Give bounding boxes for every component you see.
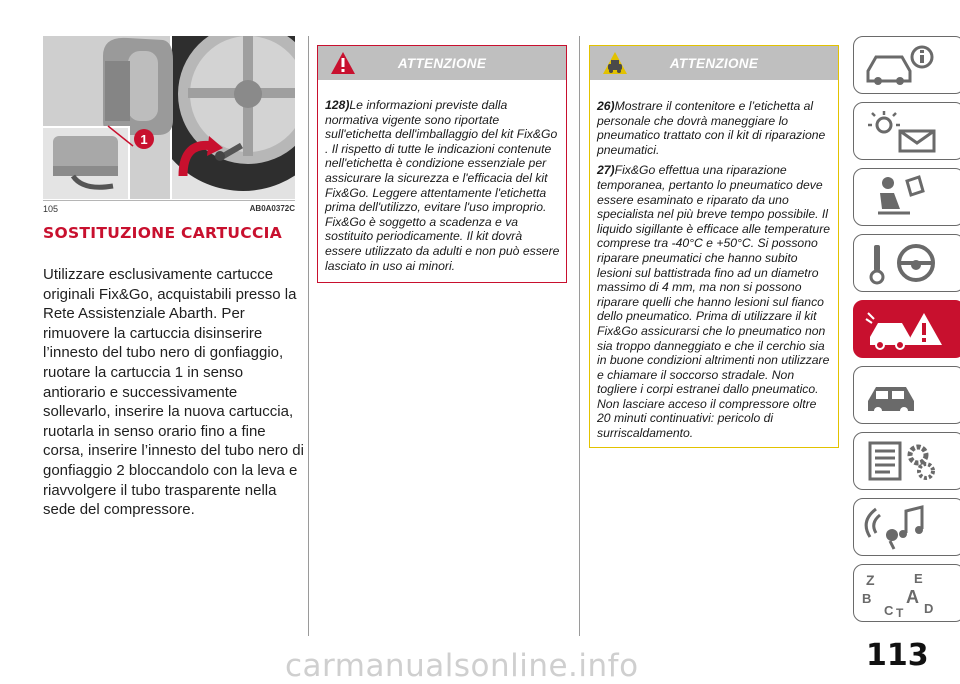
tab-safety[interactable]	[853, 168, 960, 226]
emergency-icon	[862, 305, 952, 353]
car-info-icon	[862, 41, 952, 89]
warning-box-danger	[317, 45, 567, 283]
note-text: Mostrare il contenitore e l’etichetta al personale che dovrà maneggiare lo pneumatico trattato con il kit di riparazione pneumatici.	[597, 99, 826, 157]
figure-tire-repair-kit	[43, 36, 295, 199]
tab-car-info[interactable]	[853, 36, 960, 94]
tab-index[interactable]	[853, 564, 960, 622]
warning-box-environment	[589, 45, 839, 448]
warning-lights-icon	[862, 107, 952, 155]
note-number: 26)	[597, 99, 615, 113]
svg-text:D: D	[924, 601, 934, 616]
svg-text:T: T	[896, 606, 904, 617]
specs-gear-icon	[862, 437, 952, 485]
svg-text:E: E	[914, 571, 923, 586]
svg-text:C: C	[884, 603, 894, 617]
safety-seat-icon	[862, 173, 952, 221]
multimedia-icon	[862, 503, 952, 551]
tab-driving[interactable]	[853, 234, 960, 292]
steering-key-icon	[862, 239, 952, 287]
figure-number: 105	[43, 204, 59, 214]
warning-title: ATTENZIONE	[397, 56, 487, 71]
column-divider-2	[579, 36, 580, 636]
note-text: Le informazioni previste dalla normativa vigente sono riportate sull'etichetta dell'imballaggio del kit Fix&Go . Il rispetto di tutte le indicazioni contenute nell'etichetta è condizione essenziale per assicurare la sicurezza e l'efficacia del kit Fix&Go. Leggere attentamente l'etichetta prima dell'utilizzo, evitare l'uso improprio. Fix&Go è soggetto a scadenza e va sostituito periodicamente. Il kit dovrà essere utilizzato da adulti e non può essere lasciato in uso ai minori.	[325, 98, 560, 273]
svg-text:A: A	[906, 587, 919, 607]
watermark: carmanualsonline.info	[285, 648, 639, 684]
figure-caption	[43, 200, 295, 214]
note-number: 128)	[325, 98, 350, 112]
warning-text	[325, 98, 560, 279]
note-text: Fix&Go effettua una riparazione temporanea, pertanto lo pneumatico deve essere esaminato e riparato da uno specialista nel più breve tempo possibile. Il liquido sigillante è efficace alle temperature comprese tra -40°C e +50°C. Si possono riparare pneumatici che hanno subito lesioni sul battistrada fino ad un diametro massimo di 4 mm, ma non si possono riparare quelli che hanno lesioni sul fianco dello pneumatico. Prima di utilizzare il kit Fix&Go assicurarsi che lo pneumatico non sia troppo danneggiato e che il cerchio sia in buone condizioni altrimenti non utilizzare e chiamare il soccorso stradale. Non togliere i corpi estranei dallo pneumatico. Non lasciare acceso il compressore oltre 20 minuti continuativi: pericolo di surriscaldamento.	[597, 163, 831, 441]
svg-text:B: B	[862, 591, 872, 606]
warning-text	[597, 99, 832, 447]
tab-emergency[interactable]	[853, 300, 960, 358]
section-title: SOSTITUZIONE CARTUCCIA	[43, 224, 283, 242]
tab-warning-lights[interactable]	[853, 102, 960, 160]
warning-header	[318, 46, 566, 80]
figure-code: AB0A0372C	[249, 204, 295, 213]
section-body: Utilizzare esclusivamente cartucce originali Fix&Go, acquistabili presso la Rete Assistenziale Abarth. Per rimuovere la cartuccia disinserire l’innesto del tubo nero di gonfiaggio, ruotare la cartuccia 1 in senso antiorario e successivamente sollevarlo, inserire la nuova cartuccia, ruotarla in senso orario fino a fine corsa, inserire l’innesto del tubo nero di gonfiaggio 2 bloccandolo con la leva e riavvolgere il tubo trasparente nella sede del compressore.	[43, 266, 304, 519]
warning-header	[590, 46, 838, 80]
warning-title: ATTENZIONE	[669, 56, 759, 71]
tab-specifications[interactable]	[853, 432, 960, 490]
page-number: 113	[866, 638, 929, 673]
svg-text:1: 1	[140, 132, 148, 147]
svg-text:Z: Z	[866, 572, 875, 588]
tab-multimedia[interactable]	[853, 498, 960, 556]
car-maintenance-icon	[862, 371, 952, 419]
index-letters-icon	[862, 569, 952, 617]
note-number: 27)	[597, 163, 615, 178]
tab-maintenance[interactable]	[853, 366, 960, 424]
column-divider-1	[308, 36, 309, 636]
